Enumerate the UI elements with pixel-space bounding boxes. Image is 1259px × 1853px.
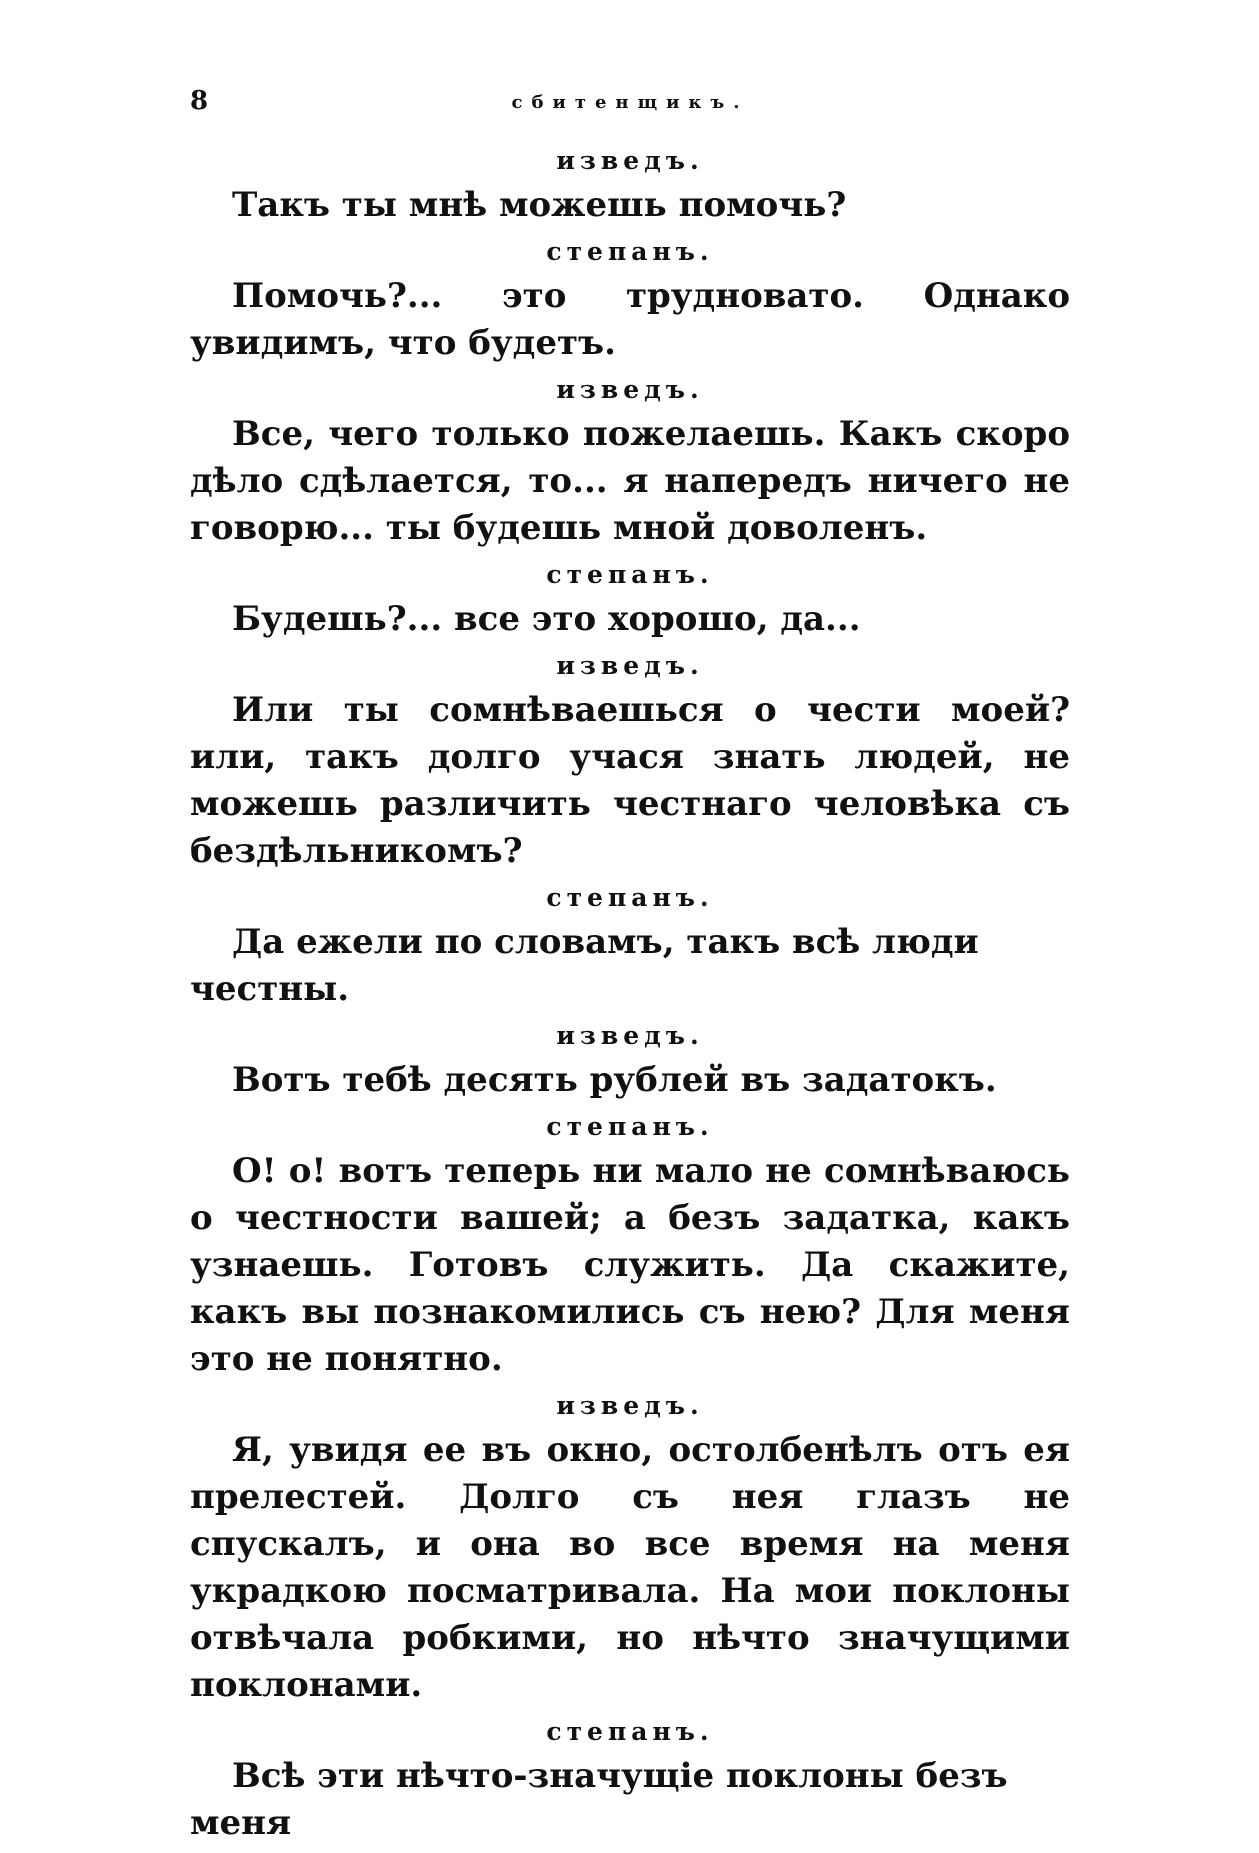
speech-paragraph: Или ты сомнѣваешься о чести моей? или, такъ долго учася знать людей, не можешь различить честнаго человѣка съ бездѣльникомъ? — [190, 690, 1070, 871]
speech-paragraph: Я, увидя ее въ окно, остолбенѣлъ отъ ея прелестей. Долго съ нея глазъ не спускалъ, и она во все время на меня украдкою посматривала. На мои поклоны отвѣчала робкими, но нѣчто значущими поклонами. — [190, 1430, 1070, 1705]
speaker-label: степанъ. — [546, 883, 714, 912]
speaker-label: степанъ. — [546, 237, 714, 266]
speech-paragraph: Все, чего только пожелаешь. Какъ скоро дѣло сдѣлается, то... я напередъ ничего не говорю... ты будешь мной доволенъ. — [190, 414, 1070, 548]
speech-paragraph: Всѣ эти нѣчто-значущіе поклоны безъ меня — [190, 1756, 1008, 1843]
speaker-label: изведъ. — [556, 146, 704, 175]
speaker-label: изведъ. — [556, 1021, 704, 1050]
speech-paragraph: Вотъ тебѣ десять рублей въ задатокъ. — [232, 1060, 997, 1100]
speech-paragraph: Будешь?... все это хорошо, да... — [232, 599, 861, 639]
running-head — [190, 78, 1070, 134]
speech-paragraph: О! о! вотъ теперь ни мало не сомнѣваюсь о честности вашей; а безъ задатка, какъ узнаешь. Готовъ служить. Да скажите, какъ вы познакомились съ нею? Для меня это не понятно. — [190, 1151, 1070, 1379]
running-title: сбитенщикъ. — [511, 92, 749, 113]
speaker-label: степанъ. — [546, 560, 714, 589]
page-number: 8 — [190, 86, 209, 116]
speaker-label: изведъ. — [556, 1391, 704, 1420]
book-page — [190, 78, 1070, 1853]
speaker-label: степанъ. — [546, 1112, 714, 1141]
dialogue-text — [190, 144, 1070, 1847]
speaker-label: изведъ. — [556, 651, 704, 680]
speech-paragraph: Помочь?... это трудновато. Однако увидимъ, что будетъ. — [190, 276, 1070, 363]
speech-paragraph: Да ежели по словамъ, такъ всѣ люди честны. — [190, 922, 979, 1009]
speaker-label: степанъ. — [546, 1717, 714, 1746]
speaker-label: изведъ. — [556, 375, 704, 404]
speech-paragraph: Такъ ты мнѣ можешь помочь? — [232, 185, 847, 225]
